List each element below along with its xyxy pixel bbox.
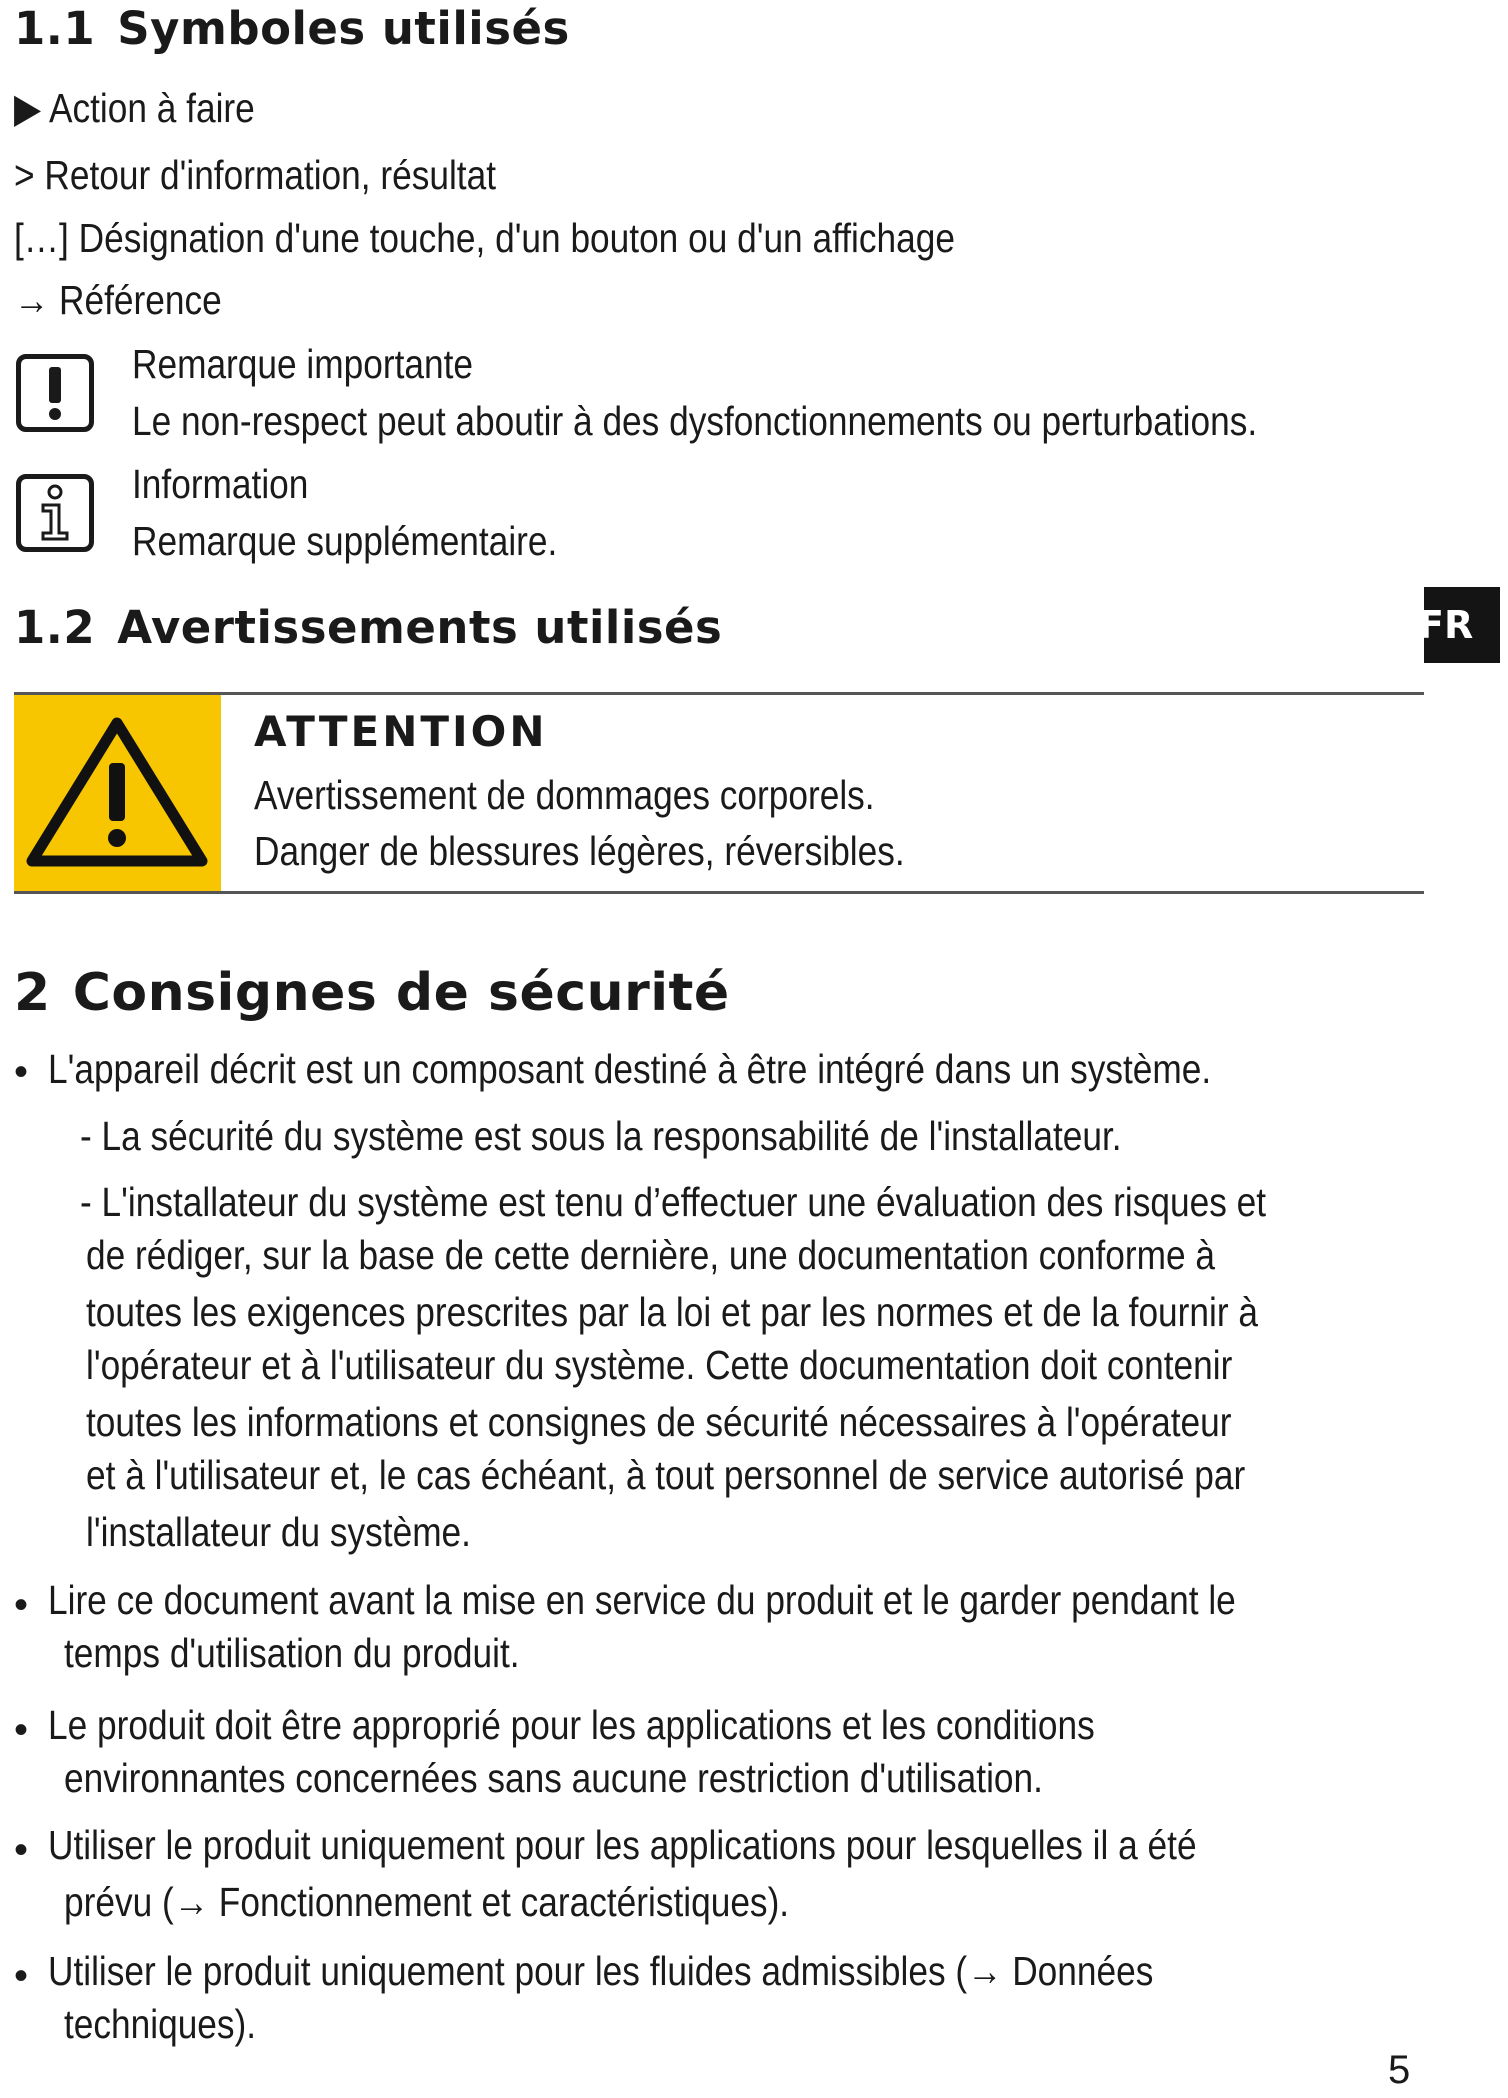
warning-title: ATTENTION: [254, 707, 548, 756]
section-1-2-heading: 1.2 Avertissements utilisés: [14, 601, 723, 654]
warning-line-2: Danger de blessures légères, réversibles.: [254, 828, 905, 874]
bullet-1-sub-2-line: l'installateur du système.: [86, 1509, 471, 1555]
bullet-5-line: Utiliser le produit uniquement pour les fluides admissibles (→ Données: [48, 1948, 1154, 1994]
page-number: 5: [1388, 2048, 1411, 2092]
bullet-1-sub-1: - La sécurité du système est sous la responsabilité de l'installateur.: [80, 1113, 1122, 1159]
info-icon: [16, 474, 94, 552]
bullet-dot: •: [14, 1954, 29, 1998]
bullet-2-line: temps d'utilisation du produit.: [64, 1630, 520, 1676]
section-1-1-heading: 1.1 Symboles utilisés: [14, 2, 570, 55]
bullet-1-sub-2-line: de rédiger, sur la base de cette dernière, une documentation conforme à: [86, 1232, 1216, 1278]
symbol-reference-line: → Référence: [14, 277, 222, 323]
info-text: Remarque supplémentaire.: [132, 518, 558, 564]
bullet-1-sub-2-line: toutes les informations et consignes de sécurité nécessaires à l'opérateur: [86, 1399, 1232, 1445]
warning-triangle-icon: [14, 695, 221, 891]
symbol-key-line: […] Désignation d'une touche, d'un bouton ou d'un affichage: [14, 215, 955, 261]
bullet-5-line: techniques).: [64, 2001, 257, 2047]
important-text: Le non-respect peut aboutir à des dysfonctionnements ou perturbations.: [132, 398, 1258, 444]
important-title: Remarque importante: [132, 341, 474, 387]
bullet-dot: •: [14, 1708, 29, 1752]
symbol-action-line: ▶ Action à faire: [14, 85, 255, 131]
bullet-dot: •: [14, 1050, 29, 1094]
important-icon: [16, 354, 94, 432]
info-title: Information: [132, 461, 309, 507]
bullet-2-line: Lire ce document avant la mise en service du produit et le garder pendant le: [48, 1577, 1236, 1623]
bullet-4-line: Utiliser le produit uniquement pour les applications pour lesquelles il a été: [48, 1822, 1197, 1868]
bullet-1-sub-2-line: l'opérateur et à l'utilisateur du système. Cette documentation doit contenir: [86, 1342, 1233, 1388]
bullet-4-line: prévu (→ Fonctionnement et caractéristiques).: [64, 1879, 790, 1925]
symbol-result-line: > Retour d'information, résultat: [14, 152, 497, 198]
bullet-1-text: L'appareil décrit est un composant destiné à être intégré dans un système.: [48, 1046, 1212, 1092]
bullet-1-sub-2-line: et à l'utilisateur et, le cas échéant, à tout personnel de service autorisé par: [86, 1452, 1246, 1498]
warning-yellow-panel: [14, 695, 221, 891]
section-2-heading: 2 Consignes de sécurité: [14, 963, 730, 1023]
bullet-dot: •: [14, 1583, 29, 1627]
warning-line-1: Avertissement de dommages corporels.: [254, 772, 875, 818]
bullet-3-line: Le produit doit être approprié pour les applications et les conditions: [48, 1702, 1095, 1748]
language-tab: FR: [1424, 587, 1500, 663]
bullet-3-line: environnantes concernées sans aucune restriction d'utilisation.: [64, 1755, 1043, 1801]
bullet-1-sub-2-line: toutes les exigences prescrites par la loi et par les normes et de la fournir à: [86, 1289, 1259, 1335]
warning-box: [14, 692, 1424, 894]
bullet-1-sub-2-line: - L'installateur du système est tenu d’effectuer une évaluation des risques et: [80, 1179, 1267, 1225]
bullet-dot: •: [14, 1828, 29, 1872]
